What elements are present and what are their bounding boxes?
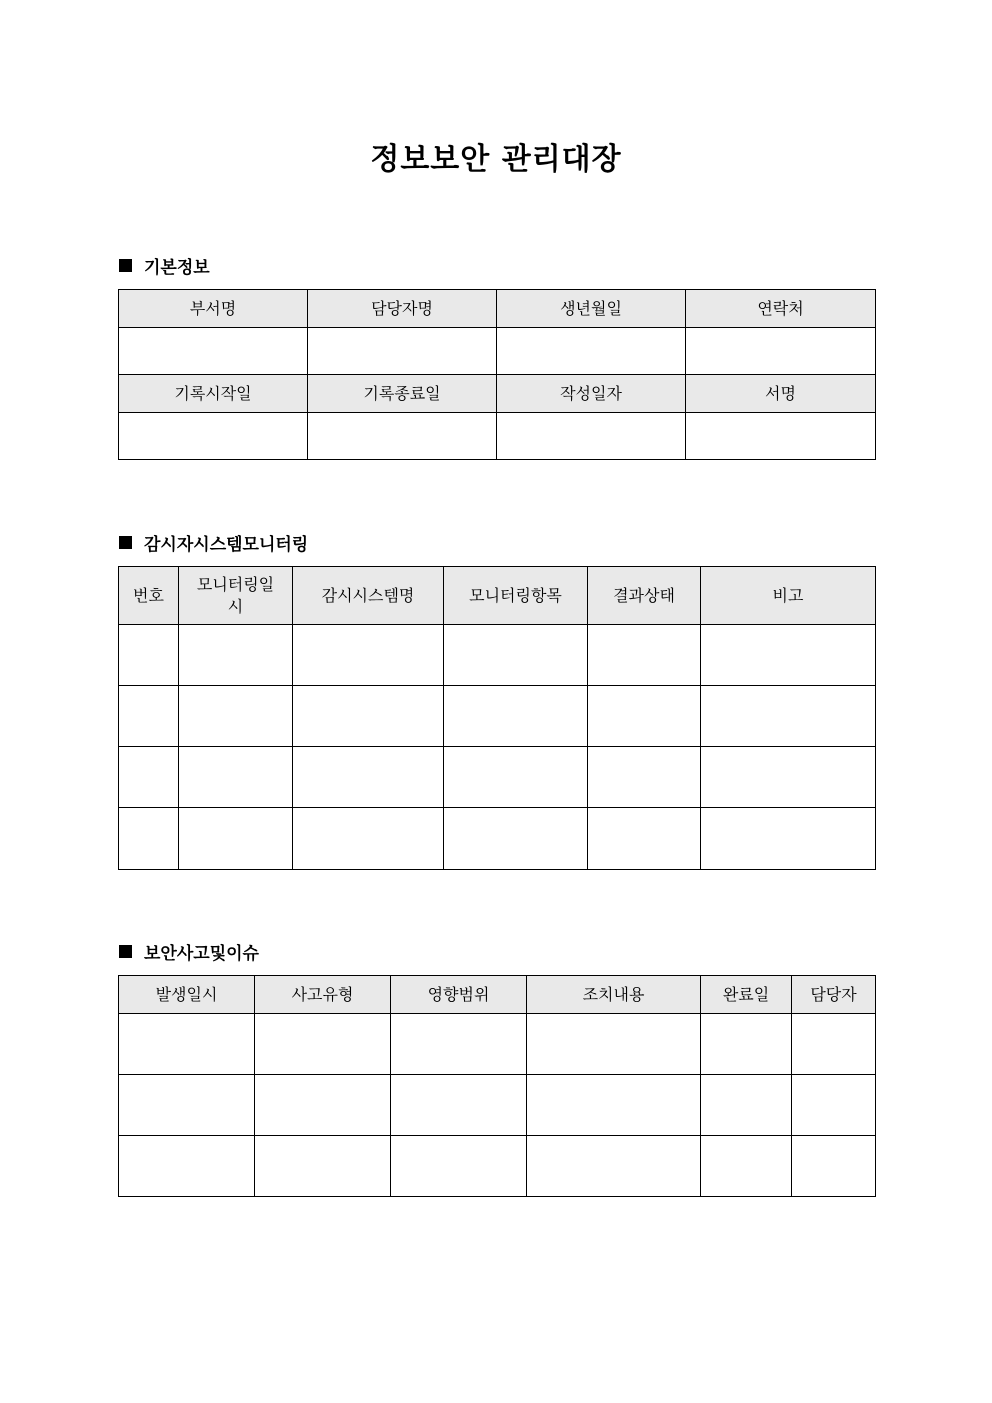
- section-basic-info-label: 기본정보: [144, 258, 210, 278]
- input-cell[interactable]: [293, 747, 444, 808]
- input-cell[interactable]: [701, 1136, 792, 1197]
- input-cell[interactable]: [293, 686, 444, 747]
- input-cell[interactable]: [119, 1075, 255, 1136]
- input-cell[interactable]: [179, 686, 293, 747]
- table-row: [119, 1136, 876, 1197]
- input-cell[interactable]: [444, 808, 588, 870]
- header-action-taken: 조치내용: [527, 976, 701, 1014]
- input-cell-department[interactable]: [119, 328, 308, 375]
- header-person-in-charge: 담당자: [792, 976, 876, 1014]
- input-cell[interactable]: [701, 747, 876, 808]
- square-bullet-icon: [119, 259, 132, 272]
- header-remarks: 비고: [701, 567, 876, 625]
- input-cell[interactable]: [119, 808, 179, 870]
- input-cell[interactable]: [588, 808, 701, 870]
- input-cell[interactable]: [119, 1136, 255, 1197]
- header-manager-name: 담당자명: [308, 290, 497, 328]
- input-cell[interactable]: [527, 1075, 701, 1136]
- input-cell[interactable]: [792, 1014, 876, 1075]
- input-cell[interactable]: [119, 625, 179, 686]
- incidents-table: [118, 975, 876, 1197]
- input-cell[interactable]: [255, 1136, 391, 1197]
- header-monitoring-datetime: 모니터링일시: [179, 567, 293, 625]
- header-signature: 서명: [686, 375, 876, 413]
- section-monitoring-heading: [119, 530, 308, 555]
- document-title: 정보보안 관리대장: [370, 142, 622, 177]
- input-cell-record-end-date[interactable]: [308, 413, 497, 460]
- input-cell[interactable]: [391, 1136, 527, 1197]
- input-cell-signature[interactable]: [686, 413, 876, 460]
- input-cell[interactable]: [391, 1075, 527, 1136]
- header-result-status: 결과상태: [588, 567, 701, 625]
- input-cell[interactable]: [701, 1075, 792, 1136]
- input-cell-written-date[interactable]: [497, 413, 686, 460]
- input-cell-contact[interactable]: [686, 328, 876, 375]
- input-cell[interactable]: [527, 1014, 701, 1075]
- input-cell[interactable]: [293, 625, 444, 686]
- input-cell[interactable]: [588, 747, 701, 808]
- section-basic-info-heading: [119, 253, 210, 278]
- input-cell[interactable]: [119, 686, 179, 747]
- input-cell[interactable]: [119, 1014, 255, 1075]
- input-cell[interactable]: [701, 625, 876, 686]
- header-written-date: 작성일자: [497, 375, 686, 413]
- input-cell[interactable]: [179, 808, 293, 870]
- square-bullet-icon: [119, 945, 132, 958]
- input-cell[interactable]: [792, 1075, 876, 1136]
- input-cell[interactable]: [119, 747, 179, 808]
- header-completion-date: 완료일: [701, 976, 792, 1014]
- input-cell[interactable]: [179, 747, 293, 808]
- header-department: 부서명: [119, 290, 308, 328]
- input-cell[interactable]: [701, 686, 876, 747]
- header-birth-date: 생년월일: [497, 290, 686, 328]
- section-monitoring-label: 감시자시스템모니터링: [144, 535, 309, 555]
- input-cell[interactable]: [444, 747, 588, 808]
- basic-info-table: [118, 289, 876, 460]
- input-cell[interactable]: [444, 686, 588, 747]
- header-occurred-datetime: 발생일시: [119, 976, 255, 1014]
- table-row: [119, 1075, 876, 1136]
- input-cell[interactable]: [701, 808, 876, 870]
- input-cell[interactable]: [293, 808, 444, 870]
- input-cell[interactable]: [255, 1014, 391, 1075]
- input-cell-birth-date[interactable]: [497, 328, 686, 375]
- header-record-start-date: 기록시작일: [119, 375, 308, 413]
- input-cell-record-start-date[interactable]: [119, 413, 308, 460]
- input-cell[interactable]: [179, 625, 293, 686]
- input-cell[interactable]: [527, 1136, 701, 1197]
- input-cell[interactable]: [792, 1136, 876, 1197]
- header-monitoring-item: 모니터링항목: [444, 567, 588, 625]
- square-bullet-icon: [119, 536, 132, 549]
- table-row: [119, 686, 876, 747]
- input-cell[interactable]: [255, 1075, 391, 1136]
- monitoring-table: [118, 566, 876, 870]
- header-record-end-date: 기록종료일: [308, 375, 497, 413]
- header-system-name: 감시시스템명: [293, 567, 444, 625]
- section-incidents-label: 보안사고및이슈: [144, 944, 259, 964]
- input-cell[interactable]: [588, 625, 701, 686]
- input-cell[interactable]: [701, 1014, 792, 1075]
- table-row: [119, 1014, 876, 1075]
- header-impact-scope: 영향범위: [391, 976, 527, 1014]
- header-number: 번호: [119, 567, 179, 625]
- table-row: [119, 808, 876, 870]
- input-cell[interactable]: [391, 1014, 527, 1075]
- header-incident-type: 사고유형: [255, 976, 391, 1014]
- table-row: [119, 625, 876, 686]
- input-cell[interactable]: [588, 686, 701, 747]
- section-incidents-heading: [119, 939, 259, 964]
- input-cell[interactable]: [444, 625, 588, 686]
- header-contact: 연락처: [686, 290, 876, 328]
- input-cell-manager-name[interactable]: [308, 328, 497, 375]
- table-row: [119, 747, 876, 808]
